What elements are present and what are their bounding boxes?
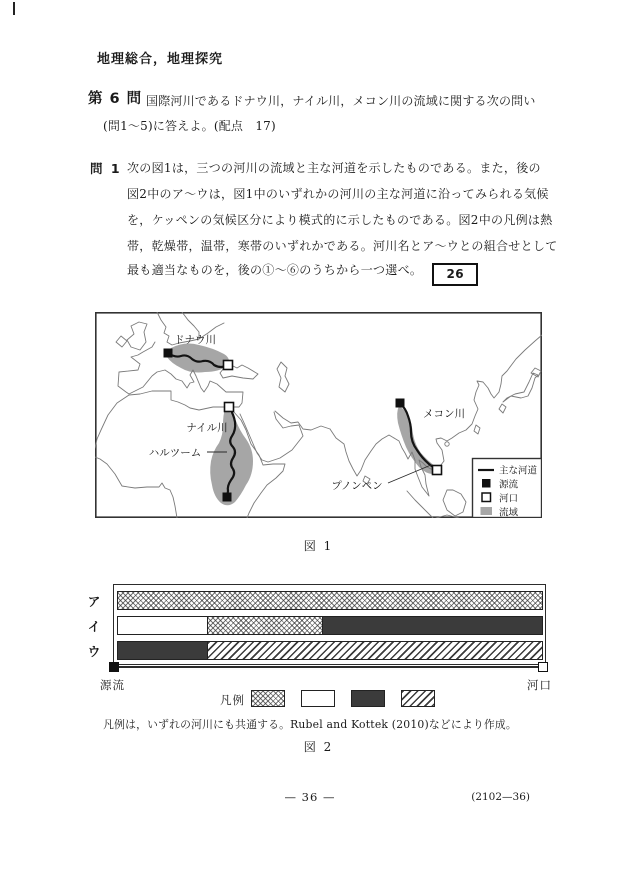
bar-segment-diagonal-hatch	[207, 642, 542, 659]
legend-swatch-diagonal-hatch	[401, 690, 435, 707]
axis-left-label: 源流	[100, 678, 125, 692]
phnom-penh-label: プノンペン	[331, 480, 383, 492]
map-legend	[473, 459, 542, 519]
question6-intro-line1: 国際河川であるドナウ川，ナイル川，メコン川の流域に関する次の問い	[146, 94, 536, 108]
danube-mouth-marker	[224, 361, 233, 370]
chart-bar-i	[117, 616, 543, 635]
axis-source-square	[109, 662, 119, 672]
mekong-source-marker	[396, 399, 405, 408]
legend-mouth-symbol	[482, 493, 491, 502]
toi1-text-line5	[127, 261, 478, 286]
chart-row-label-i: イ	[87, 619, 101, 634]
question6-number: 第 6 問	[88, 91, 143, 107]
fig1-map	[95, 312, 542, 518]
axis-mouth-square	[538, 662, 548, 672]
nile-source-marker	[223, 493, 232, 502]
fig2-caption: 図 2	[303, 740, 334, 754]
mekong-label: メコン川	[423, 408, 465, 420]
legend-swatch-white	[301, 690, 335, 707]
legend-basin-label: 流域	[499, 507, 519, 518]
toi1-text-line1: 次の図1は，三つの河川の流域と主な河道を示したものである。また，後の	[127, 161, 541, 175]
chart-axis-line	[113, 666, 546, 668]
nile-mouth-marker	[225, 403, 234, 412]
legend-mouth-label: 河口	[499, 493, 519, 505]
chart-bar-u	[117, 641, 543, 660]
bar-segment-solid-dark	[322, 617, 542, 634]
toi1-text-line3: を，ケッペンの気候区分により模式的に示したものである。図2中の凡例は熱	[127, 213, 553, 227]
scan-mark	[13, 2, 15, 15]
bar-segment-white	[118, 617, 207, 634]
chart-row-label-u: ウ	[87, 644, 101, 659]
fig2-note: 凡例は，いずれの河川にも共通する。Rubel and Kottek (2010)などにより作成。	[103, 718, 517, 731]
legend-source-label: 源流	[499, 479, 519, 491]
nile-label: ナイル川	[186, 422, 228, 434]
fig2-legend-swatches	[251, 690, 451, 708]
page-code: (2102—36)	[471, 791, 530, 803]
answer-number-box: 26	[432, 263, 478, 286]
legend-swatch-dotted-crosshatch	[251, 690, 285, 707]
fig2-legend-label: 凡例	[220, 693, 245, 707]
toi1-text-line4: 帯，乾燥帯，温帯，寒帯のいずれかである。河川名とア～ウとの組合せとして	[127, 239, 558, 253]
legend-channel-label: 主な河道	[499, 465, 538, 477]
bar-segment-dotted-crosshatch	[118, 592, 542, 609]
toi1-label: 問 1	[90, 161, 122, 176]
fig1-caption: 図 1	[303, 539, 334, 553]
khartoum-label: ハルツーム	[148, 447, 202, 459]
toi1-line5-text: 最も適当なものを，後の①～⑥のうちから一つ選べ。	[127, 263, 423, 277]
bar-segment-dotted-crosshatch	[207, 617, 321, 634]
legend-source-symbol	[482, 479, 491, 488]
subject-header: 地理総合，地理探究	[97, 52, 224, 67]
danube-label: ドナウ川	[174, 334, 216, 346]
question6-intro-line2: (問1～5)に答えよ。(配点 17)	[103, 119, 276, 133]
page-number: — 36 —	[284, 790, 336, 804]
axis-right-label: 河口	[527, 678, 552, 692]
legend-swatch-solid-dark	[351, 690, 385, 707]
legend-basin-symbol	[481, 507, 493, 515]
bar-segment-solid-dark	[118, 642, 207, 659]
chart-bar-a	[117, 591, 543, 610]
chart-row-label-a: ア	[87, 594, 101, 609]
mekong-mouth-marker	[433, 466, 442, 475]
toi1-text-line2: 図2中のア～ウは，図1中のいずれかの河川の主な河道に沿ってみられる気候	[127, 187, 549, 201]
fig2-chart	[113, 584, 546, 665]
danube-source-marker	[164, 349, 173, 358]
